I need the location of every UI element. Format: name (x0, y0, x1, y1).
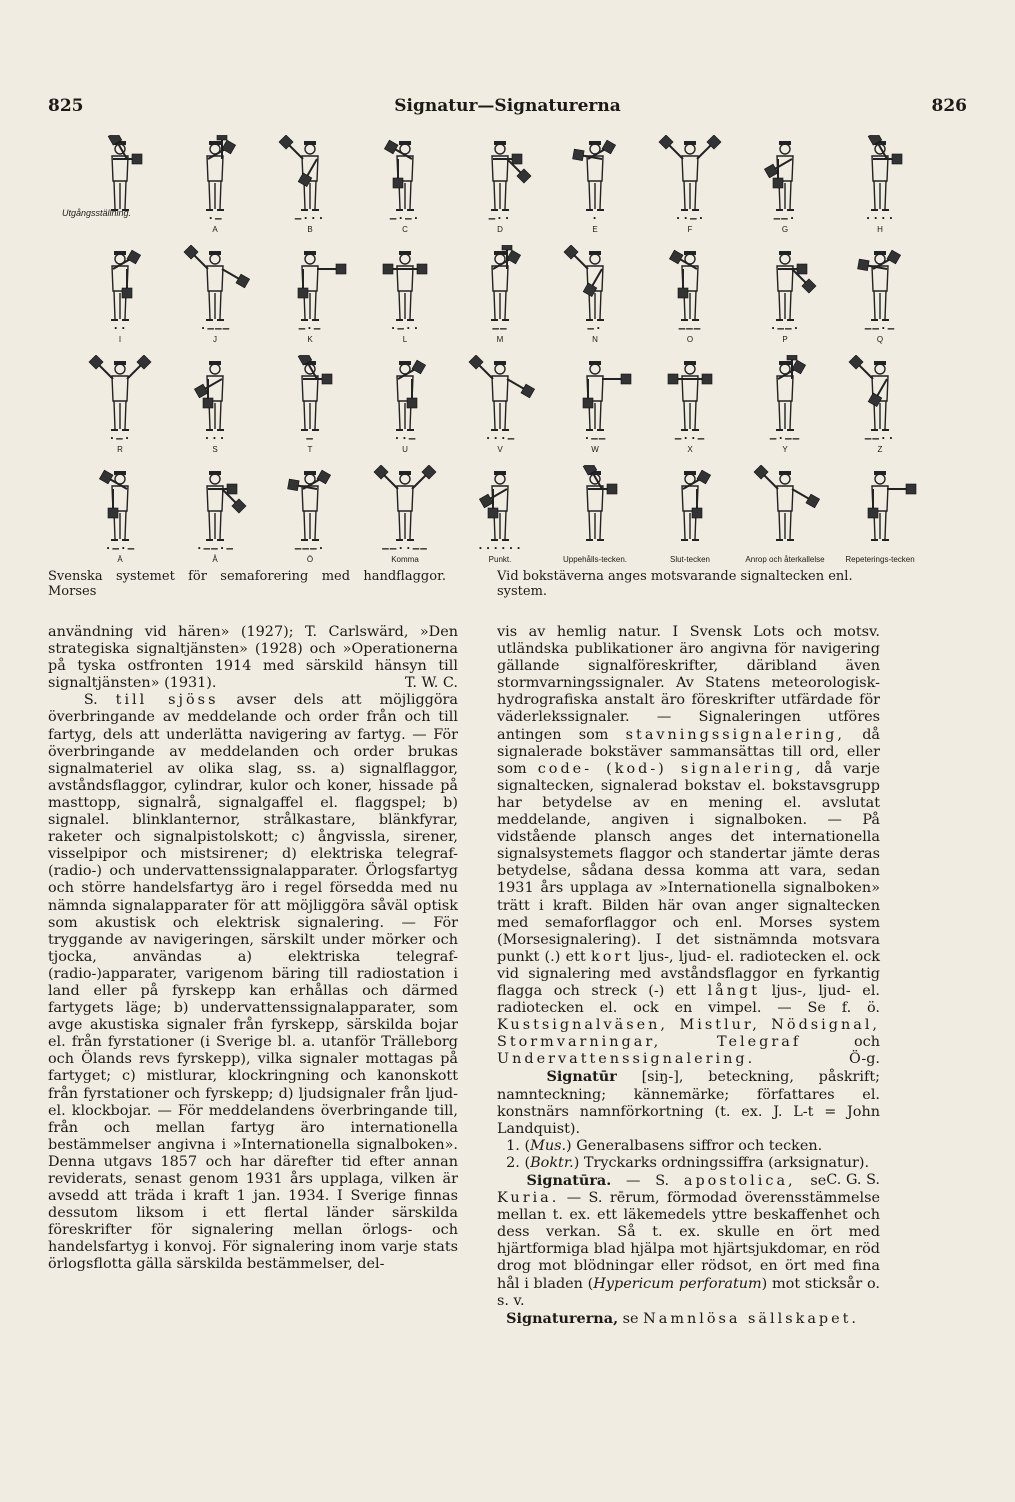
figure-label: Ö (306, 555, 314, 564)
sailor-figure-icon (365, 465, 445, 549)
semaphore-figure (555, 135, 635, 240)
semaphore-figure (650, 245, 730, 350)
figure-label: Punkt. (488, 555, 512, 564)
morse-code: —— (492, 322, 508, 335)
figure-label: P (782, 335, 788, 344)
entry-sense-1: 1. (Mus.) Generalbasens siffror och tecken. (506, 1137, 823, 1154)
sailor-figure-icon (80, 465, 160, 549)
sailor-figure-icon (555, 245, 635, 329)
sailor-figure-icon (745, 465, 825, 549)
semaphore-figure (840, 245, 920, 350)
morse-code: ———· (294, 542, 326, 555)
sailor-figure-icon (270, 135, 350, 219)
figure-label: M (496, 335, 504, 344)
morse-code: ······ (477, 542, 523, 555)
sailor-figure-icon (460, 245, 540, 329)
figure-label: A (212, 225, 218, 234)
morse-code: ··—· (674, 212, 706, 225)
sailor-figure-icon (365, 355, 445, 439)
semaphore-figure (745, 355, 825, 460)
figure-label: N (592, 335, 598, 344)
figure-label: X (687, 445, 693, 454)
paragraph: S. till sjöss avser dels att möjliggöra överbringande av meddelande och order från och till fartyg, dels att underlätta navigering av fartyg. — För överbringande av meddelanden och order brukas signalmateriel av olika slag, ss. a) signalflaggor, avståndsflaggor, cylindrar, kulor och koner, hissade på masttopp, signalrå, signalgaffel el. flaggspel; b) signalel. blinklanternor, strålkastare, blänkfyrar, raketer och signalpistolskott; c) ångvissla, sirener, visselpipor och mistsirener; d) elektriska telegraf- (radio-) och undervattenssignalapparater. Örlogsfartyg och större handelsfartyg äro i regel försedda med nu nämnda signalapparater för att möjliggöra såväl optisk som akustisk och elektrisk signalering. — För tryggande av navigeringen, särskilt under mörker och tjocka, användas a) elektriska telegraf-(radio-)apparater, varigenom bäring till radiostation i land eller på fyrskepp kan erhållas och därmed fartygets läge; b) undervattenssignalapparater, som avge akustiska signaler från fyrskepp, särskilda bojar el. från fyrstationer (i Sverige bl. a. utanför Trälleborg och Ölands revs fyrskepp), vilka signaler mottagas på fartyget; c) mistlurar, klockringning och kanonskott från fyrstationer och fyrskepp; d) ljudsignaler från ljud- el. klockbojar. — För meddelandens överbringande till, från och mellan fartyg äro internationella bestämmelser angivna i »Internationella signalboken». Denna utgavs 1857 och har därefter tid efter annan reviderats, senast genom 1931 års upplaga, vilken är avsedd att träda i kraft 1 jan. 1934. I Sverige finnas dessutom liksom i ett flertal länder särskilda föreskrifter för signalering mellan örlogs- och handelsfartyg i konvoj. För signalering inom varje stats örlogsflotta gälla särskilda bestämmelser, del- (48, 692, 459, 1273)
sailor-figure-icon (175, 135, 255, 219)
morse-code: ——·— (864, 322, 896, 335)
figure-label: W (591, 445, 599, 454)
semaphore-figure (270, 465, 350, 570)
figure-label: F (687, 225, 693, 234)
semaphore-figure (365, 465, 445, 570)
semaphore-figure-start (80, 135, 160, 240)
figure-label: Q (876, 335, 884, 344)
sailor-figure-icon (840, 355, 920, 439)
headword: Signatūra. (526, 1172, 612, 1189)
figure-label: Repeterings-tecken (845, 555, 915, 564)
entry-signatura: Signatūra. — S. apostolica, se Kuria. — S. rērum, förmodad överensstämmelse mellan t. ex. ett läkemedels yttre beskaffenhet och dess verkan. Så t. ex. skulle en ört med hjärtformiga blad hjälpa mot hjärtsjukdomar, en röd drog mot blödningar eller rödsot, en ört med fina hål i bladen (Hypericum perforatum) mot sticksår o. s. v. (497, 1172, 880, 1309)
sailor-figure-icon (365, 135, 445, 219)
signature: T. W. C. (404, 675, 458, 692)
semaphore-figure (270, 245, 350, 350)
sailor-figure-icon (270, 245, 350, 329)
page-number-right: 826 (931, 96, 967, 116)
signature: Ö-g. (849, 1051, 880, 1068)
sailor-figure-icon (175, 465, 255, 549)
semaphore-figure (650, 465, 730, 570)
morse-code: ·—·· (389, 322, 421, 335)
figure-label: G (781, 225, 789, 234)
semaphore-figure (175, 465, 255, 570)
sailor-figure-icon (270, 465, 350, 549)
headword: Signaturerna, (506, 1309, 619, 1327)
sailor-figure-icon (270, 355, 350, 439)
sailor-figure-icon (840, 465, 920, 549)
morse-code: —·· (488, 212, 512, 225)
morse-code: ·—— (583, 432, 607, 445)
semaphore-figure (80, 355, 160, 460)
figure-label: H (877, 225, 883, 234)
sailor-figure-icon (175, 245, 255, 329)
entry-sense-2: 2. (Boktr.) Tryckarks ordningssiffra (arksignatur). C. G. S. (506, 1154, 880, 1188)
figure-label: L (402, 335, 408, 344)
sailor-figure-icon (840, 135, 920, 219)
semaphore-plate (62, 135, 915, 570)
morse-code: ——· (773, 212, 797, 225)
running-header (48, 96, 967, 120)
paragraph: vis av hemlig natur. I Svensk Lots och motsv. utländska publikationer äro angivna för navigering gällande signalföreskrifter, däribland även stormvarningssignaler. Av Statens meteorologisk-hydrografiska anstalt äro föreskrifter utfärdade för väderlekssignaler. — Signaleringen utföres antingen som stavningssignalering, då signalerade bokstäver sammansättas till ord, eller som code- (kod-) signalering, då varje signaltecken, signalerad bokstav el. bokstavsgrupp har betydelse av en mening el. avslutat meddelande, angiven i signalboken. — På vidstående plansch anges det internationella signalsystemets flaggor och standertar jämte deras betydelse, sådana dessa komma att vara, sedan 1931 års upplaga av »Internationella signalboken» trätt i kraft. Bilden här ovan anger signaltecken med semaforflaggor och enl. Morses system (Morsesignalering). I det sistnämnda motsvara punkt (.) ett kort ljus-, ljud- el. radiotecken el. ock vid signalering med avståndsflaggor en fyrkantig flagga och streck (-) ett långt ljus-, ljud- el. radiotecken el. ock en vimpel. — Se f. ö. Kustsignalväsen, Mistlur, Nödsignal, Stormvarningar, Telegraf och Undervattenssignalering. Ö-g. (497, 624, 881, 1068)
morse-code: ··— (393, 432, 417, 445)
morse-code: —· (587, 322, 603, 335)
figure-label: Y (782, 445, 788, 454)
sailor-figure-icon (80, 355, 160, 439)
semaphore-figure (460, 355, 540, 460)
semaphore-figure (555, 465, 635, 570)
figure-label: Komma (391, 555, 419, 564)
sailor-figure-icon (745, 355, 825, 439)
spaced-term: till sjöss (115, 692, 219, 709)
sailor-figure-icon (460, 355, 540, 439)
sailor-figure-icon (745, 135, 825, 219)
morse-code: ·— (207, 212, 223, 225)
signature: C. G. S. (826, 1172, 880, 1188)
sailor-figure-icon (80, 245, 160, 329)
semaphore-figure (365, 245, 445, 350)
sailor-figure-icon (650, 465, 730, 549)
semaphore-figure (745, 465, 825, 570)
figure-label: B (307, 225, 313, 234)
morse-code: —·— (298, 322, 322, 335)
figure-label: E (592, 225, 598, 234)
morse-code: ·· (112, 322, 128, 335)
figure-label: J (213, 335, 217, 344)
start-position-label: Utgångsställning. (62, 208, 132, 218)
morse-code: ·——· (769, 322, 801, 335)
semaphore-figure (555, 245, 635, 350)
figure-label: V (497, 445, 503, 454)
sailor-figure-icon (840, 245, 920, 329)
headword: Signatūr (546, 1068, 617, 1086)
morse-code: — (306, 432, 314, 445)
morse-code: ··· (203, 432, 227, 445)
semaphore-figure (80, 245, 160, 350)
figure-label: C (402, 225, 408, 234)
figure-label: Z (877, 445, 883, 454)
sailor-figure-icon (650, 245, 730, 329)
semaphore-figure (460, 465, 540, 570)
morse-code: ·——— (199, 322, 231, 335)
right-column (497, 624, 880, 1328)
page-number-left: 825 (48, 96, 84, 116)
morse-code: ·—·— (104, 542, 136, 555)
figure-label: R (117, 445, 123, 454)
morse-code: —··· (294, 212, 326, 225)
figure-label: Å (212, 555, 218, 564)
semaphore-figure (840, 465, 920, 570)
semaphore-figure (745, 245, 825, 350)
left-column (48, 624, 458, 1274)
semaphore-figure (460, 135, 540, 240)
figure-label: S (212, 445, 218, 454)
morse-code: —·—· (389, 212, 421, 225)
semaphore-figure (745, 135, 825, 240)
figure-label: Slut-tecken (669, 555, 711, 564)
sailor-figure-icon (745, 245, 825, 329)
morse-code: —·—— (769, 432, 801, 445)
morse-code: ·——·— (195, 542, 235, 555)
semaphore-figure (175, 135, 255, 240)
semaphore-figure (840, 135, 920, 240)
semaphore-figure (555, 355, 635, 460)
sailor-figure-icon (80, 135, 160, 219)
sailor-figure-icon (460, 465, 540, 549)
morse-code: ——— (678, 322, 702, 335)
morse-code: ···— (484, 432, 516, 445)
figure-label: Ä (117, 555, 123, 564)
figure-label: O (686, 335, 694, 344)
morse-code: ···· (864, 212, 896, 225)
figure-label: T (307, 445, 313, 454)
sailor-figure-icon (650, 135, 730, 219)
morse-code: ——··—— (382, 542, 428, 555)
sailor-figure-icon (650, 355, 730, 439)
semaphore-figure (365, 135, 445, 240)
semaphore-figure (175, 245, 255, 350)
entry-signatur: Signatūr [siŋ-], beteckning, påskrift; namnteckning; kännemärke; författares el. konstnärs namnförkortning (t. ex. J. L-t = John Landquist). (497, 1068, 880, 1137)
figure-label: K (307, 335, 313, 344)
figure-label: D (497, 225, 503, 234)
figure-label: U (402, 445, 408, 454)
semaphore-figure (80, 465, 160, 570)
sailor-figure-icon (175, 355, 255, 439)
entry-signaturerna: Signaturerna, se Namnlösa sällskapet. (506, 1309, 859, 1327)
semaphore-figure (650, 355, 730, 460)
semaphore-figure (840, 355, 920, 460)
sailor-figure-icon (365, 245, 445, 329)
figure-label: Uppehålls-tecken. (562, 555, 628, 564)
plate-caption-right: Vid bokstäverna anges motsvarande signaltecken enl. system. (497, 569, 853, 599)
running-title: Signatur—Signaturerna (394, 96, 621, 116)
sailor-figure-icon (555, 355, 635, 439)
plate-caption-left: Svenska systemet för semaforering med handflaggor. Morses (48, 569, 446, 599)
semaphore-figure (270, 135, 350, 240)
semaphore-figure (270, 355, 350, 460)
morse-code: ——·· (864, 432, 896, 445)
semaphore-figure (175, 355, 255, 460)
morse-code: —··— (674, 432, 706, 445)
semaphore-figure (365, 355, 445, 460)
semaphore-figure (650, 135, 730, 240)
sailor-figure-icon (555, 465, 635, 549)
morse-code: ·—· (108, 432, 132, 445)
semaphore-figure (460, 245, 540, 350)
figure-label: I (118, 335, 122, 344)
morse-code: · (591, 212, 599, 225)
figure-label: Anrop och återkallelse (745, 555, 825, 564)
sailor-figure-icon (460, 135, 540, 219)
sailor-figure-icon (555, 135, 635, 219)
paragraph: användning vid hären» (1927); T. Carlswärd, »Den strategiska signaltjänsten» (1928) och »Operationerna på tyska ostfronten 1914 med särskild hänsyn till signaltjänsten» (1931). T. W. C. (48, 624, 458, 692)
